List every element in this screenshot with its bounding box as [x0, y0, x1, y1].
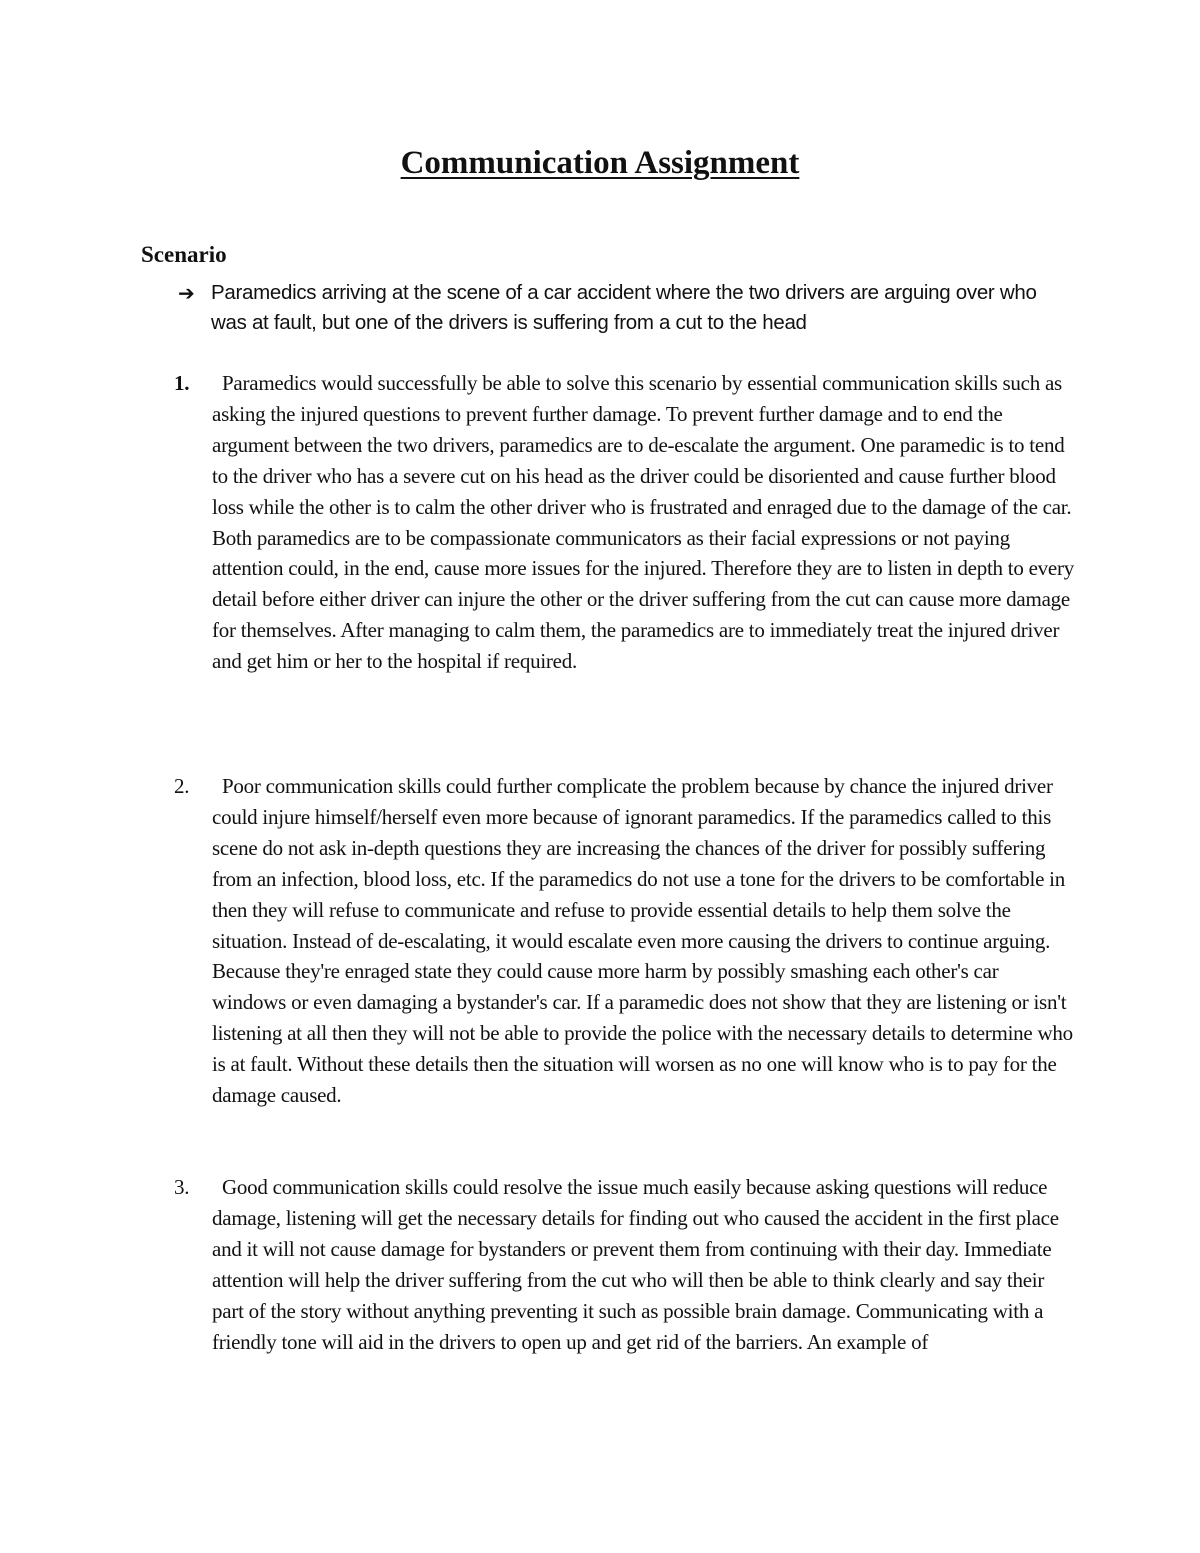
answer-number-1: 1.: [174, 371, 190, 395]
answer-paragraph-1: [212, 368, 1074, 677]
scenario-text: Paramedics arriving at the scene of a car accident where the two drivers are arguing over who was at fault, but one of the drivers is suffering from a cut to the head: [211, 281, 1037, 334]
answer-item-3: [174, 1172, 1074, 1357]
answer-paragraph-3: [212, 1172, 1074, 1357]
answer-item-2: [174, 771, 1074, 1111]
answer-item-1: [174, 368, 1074, 677]
answer-text-3: Good communication skills could resolve the issue much easily because asking questions will reduce damage, listening will get the necessary details for finding out who caused the accident in the first place and it will not cause damage for bystanders or prevent them from continuing with their day. Immediate attention will help the driver suffering from the cut who will then be able to think clearly and say their part of the story without anything preventing it such as possible brain damage. Communicating with a friendly tone will aid in the drivers to open up and get rid of the barriers. An example of: [212, 1175, 1059, 1354]
document-title: Communication Assignment: [400, 145, 800, 181]
answer-text-1: Paramedics would successfully be able to solve this scenario by essential communication skills such as asking the injured questions to prevent further damage. To prevent further damage and to end the argument between the two drivers, paramedics are to de-escalate the argument. One paramedic is to tend to the driver who has a severe cut on his head as the driver could be disoriented and cause further blood loss while the other is to calm the other driver who is frustrated and enraged due to the damage of the car. Both paramedics are to be compassionate communicators as their facial expressions or not paying attention could, in the end, cause more issues for the injured. Therefore they are to listen in depth to every detail before either driver can injure the other or the driver suffering from the cut can cause more damage for themselves. After managing to calm them, the paramedics are to immediately treat the injured driver and get him or her to the hospital if required.: [212, 371, 1074, 674]
answer-text-2: Poor communication skills could further complicate the problem because by chance the injured driver could injure himself/herself even more because of ignorant paramedics. If the paramedics called to this scene do not ask in-depth questions they are increasing the chances of the driver for possibly suffering from an infection, blood loss, etc. If the paramedics do not use a tone for the drivers to be comfortable in then they will refuse to communicate and refuse to provide essential details to help them solve the situation. Instead of de-escalating, it would escalate even more causing the drivers to continue arguing. Because they're enraged state they could cause more harm by possibly smashing each other's car windows or even damaging a bystander's car. If a paramedic does not show that they are listening or isn't listening at all then they will not be able to provide the police with the necessary details to determine who is at fault. Without these details then the situation will worsen as no one will know who is to pay for the damage caused.: [212, 774, 1073, 1108]
right-arrow-icon: ➔: [178, 281, 195, 305]
scenario-bullet: [178, 278, 1068, 338]
section-heading-scenario: Scenario: [141, 242, 227, 267]
answer-paragraph-2: [212, 771, 1074, 1111]
answer-number-2: 2.: [174, 774, 190, 798]
answer-number-3: 3.: [174, 1175, 190, 1199]
